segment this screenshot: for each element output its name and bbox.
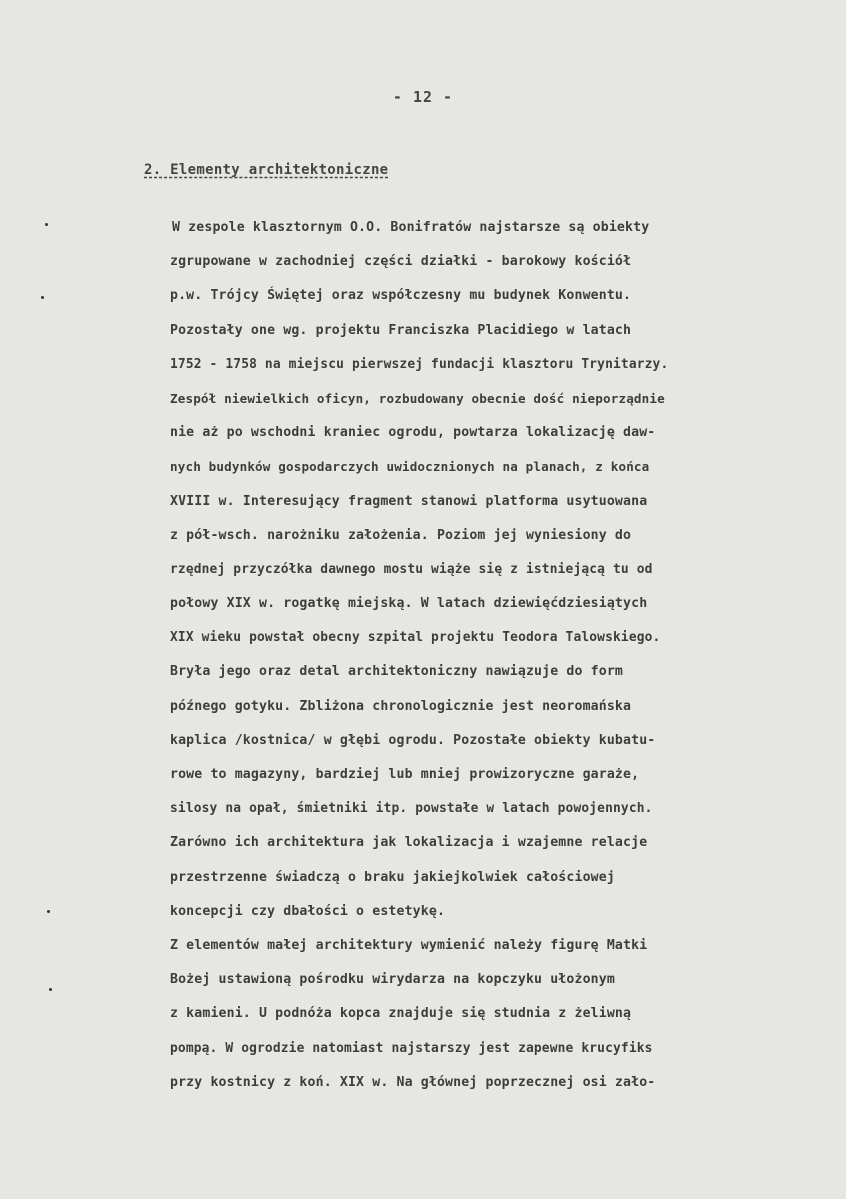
body-text xyxy=(172,216,822,1105)
margin-mark xyxy=(41,296,44,299)
text-line: nych budynków gospodarczych uwidocznionych na planach, z końca xyxy=(170,459,650,475)
text-line: z pół-wsch. narożniku założenia. Poziom jej wyniesiony do xyxy=(170,527,632,543)
text-line: nie aż po wschodni kraniec ogrodu, powtarza lokalizację daw- xyxy=(170,425,656,441)
page-number: - 12 - xyxy=(392,88,454,106)
text-line: Z elementów małej architektury wymienić należy figurę Matki xyxy=(170,937,648,953)
text-line: zgrupowane w zachodniej części działki - barokowy kościół xyxy=(170,254,632,270)
margin-mark xyxy=(47,910,50,913)
text-line: Bożej ustawioną pośrodku wirydarza na kopczyku ułożonym xyxy=(170,972,615,988)
text-line: Zarówno ich architektura jak lokalizacja i wzajemne relacje xyxy=(170,835,648,851)
margin-mark xyxy=(45,223,48,226)
text-line: przestrzenne świadczą o braku jakiejkolwiek całościowej xyxy=(170,869,615,885)
text-line: późnego gotyku. Zbliżona chronologicznie jest neoromańska xyxy=(170,698,632,714)
text-line: z kamieni. U podnóża kopca znajduje się studnia z żeliwną xyxy=(170,1006,632,1022)
text-line: Bryła jego oraz detal architektoniczny nawiązuje do form xyxy=(170,664,624,680)
text-line: silosy na opał, śmietniki itp. powstałe w latach powojennych. xyxy=(170,801,653,817)
text-line: rowe to magazyny, bardziej lub mniej prowizoryczne garaże, xyxy=(170,767,640,782)
text-line: Pozostały one wg. projektu Franciszka Placidiego w latach xyxy=(170,322,632,338)
text-line: przy kostnicy z koń. XIX w. Na głównej poprzecznej osi zało- xyxy=(170,1074,656,1090)
text-line: Zespół niewielkich oficyn, rozbudowany obecnie dość nieporządnie xyxy=(170,390,665,406)
text-line: 1752 - 1758 na miejscu pierwszej fundacji klasztoru Trynitarzy. xyxy=(170,356,669,372)
text-line: XVIII w. Interesujący fragment stanowi platforma usytuowana xyxy=(170,493,648,509)
text-line: XIX wieku powstał obecny szpital projektu Teodora Talowskiego. xyxy=(170,630,661,646)
margin-mark xyxy=(49,988,52,991)
text-line: połowy XIX w. rogatkę miejską. W latach dziewięćdziesiątych xyxy=(170,596,648,612)
text-line: koncepcji czy dbałości o estetykę. xyxy=(170,903,446,919)
text-line: pompą. W ogrodzie natomiast najstarszy jest zapewne krucyfiks xyxy=(170,1040,653,1056)
text-line: p.w. Trójcy Świętej oraz współczesny mu budynek Konwentu. xyxy=(170,288,632,304)
text-line: W zespole klasztornym O.O. Bonifratów najstarsze są obiekty xyxy=(172,220,650,235)
section-heading: 2. Elementy architektoniczne xyxy=(144,162,389,178)
text-line: rzędnej przyczółka dawnego mostu wiąże się z istniejącą tu od xyxy=(170,561,653,577)
text-line: kaplica /kostnica/ w głębi ogrodu. Pozostałe obiekty kubatu- xyxy=(170,732,656,748)
